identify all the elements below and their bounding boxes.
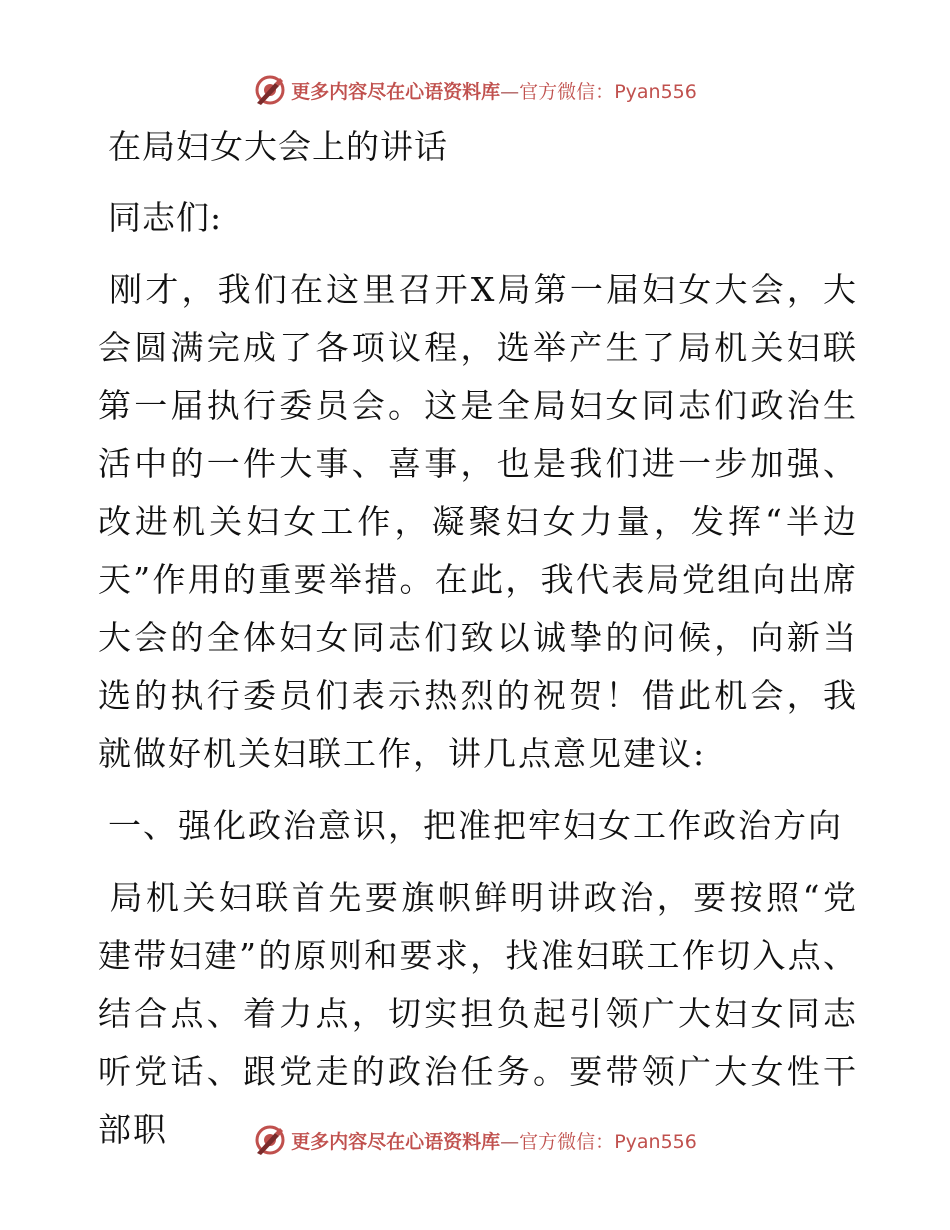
watermark-account: Pyan556: [614, 1130, 697, 1153]
paragraph-2: [98, 869, 858, 1159]
watermark-banner-top: [0, 70, 950, 110]
document-body: [98, 118, 858, 1159]
watermark-account: Pyan556: [614, 80, 697, 103]
paragraph-2-text: 局机关妇联首先要旗帜鲜明讲政治，要按照“党建带妇建”的原则和要求，找准妇联工作切入点、结合点、着力点，切实担负起引领广大妇女同志听党话、跟党走的政治任务。要带领广大女性干部职: [98, 878, 858, 1149]
watermark-content: [253, 73, 697, 107]
watermark-suffix-text: 官方微信：: [519, 1130, 615, 1153]
watermark-banner-bottom: [0, 1120, 950, 1160]
pen-seal-icon: [253, 73, 287, 107]
watermark-suffix-text: 官方微信：: [519, 80, 615, 103]
paragraph-1: [98, 261, 858, 783]
greeting-line: 同志们:: [108, 198, 223, 237]
watermark-separator: —: [500, 80, 520, 103]
section-heading-1: 一、强化政治意识，把准把牢妇女工作政治方向: [108, 806, 843, 845]
watermark-main-text: 更多内容尽在心语资料库: [291, 1130, 501, 1153]
paragraph-1-text: 刚才，我们在这里召开X局第一届妇女大会，大会圆满完成了各项议程，选举产生了局机关妇联第一届执行委员会。这是全局妇女同志们政治生活中的一件大事、喜事，也是我们进一步加强、改进机关妇女工作，凝聚妇女力量，发挥“半边天”作用的重要举措。在此，我代表局党组向出席大会的全体妇女同志们致以诚挚的问候，向新当选的执行委员们表示热烈的祝贺！借此机会，我就做好机关妇联工作，讲几点意见建议:: [98, 270, 858, 773]
watermark-content: [253, 1123, 697, 1157]
watermark-separator: —: [500, 1130, 520, 1153]
pen-seal-icon: [253, 1123, 287, 1157]
document-title: 在局妇女大会上的讲话: [108, 127, 448, 166]
watermark-main-text: 更多内容尽在心语资料库: [291, 80, 501, 103]
